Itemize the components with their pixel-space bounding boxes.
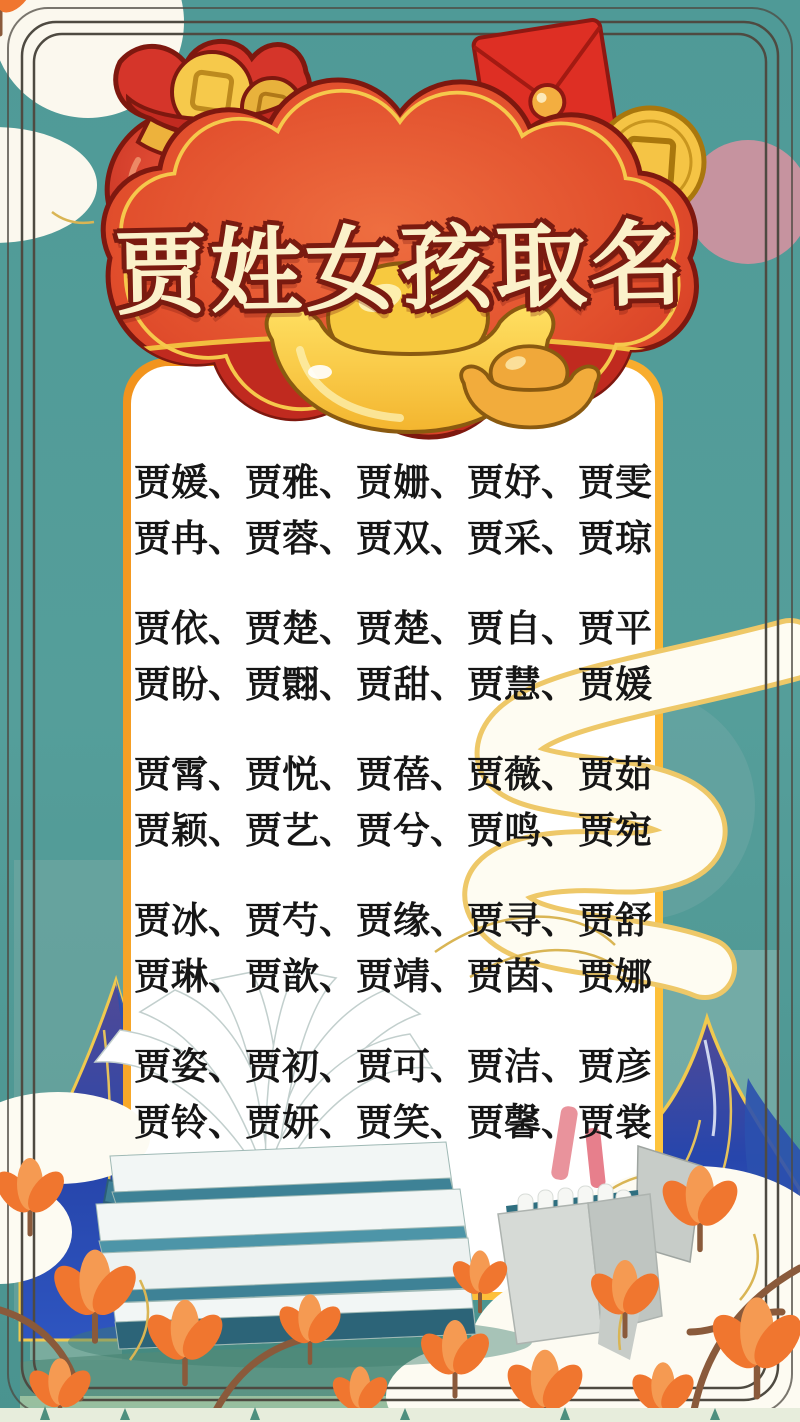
name-line: 贾霄、贾悦、贾蓓、贾薇、贾茹	[134, 754, 652, 795]
name-line: 贾颖、贾艺、贾兮、贾鸣、贾宛	[134, 810, 652, 851]
name-line: 贾媛、贾雅、贾姗、贾妤、贾雯	[134, 462, 652, 503]
name-line: 贾姿、贾初、贾可、贾洁、贾彦	[134, 1046, 652, 1087]
name-list	[131, 455, 655, 1185]
name-group	[131, 893, 655, 1005]
name-group	[131, 747, 655, 859]
name-group	[131, 455, 655, 567]
name-line: 贾冰、贾芍、贾缘、贾寻、贾舒	[134, 900, 652, 941]
name-line: 贾盼、贾翾、贾甜、贾慧、贾媛	[134, 664, 652, 705]
name-group	[131, 1039, 655, 1151]
poster-title: 贾姓女孩取名	[114, 214, 687, 326]
name-line: 贾依、贾楚、贾楚、贾自、贾平	[134, 608, 652, 649]
name-line: 贾冉、贾蓉、贾双、贾采、贾琼	[134, 518, 652, 559]
grass-strip	[0, 1406, 800, 1422]
name-line: 贾铃、贾妍、贾笑、贾馨、贾裳	[134, 1102, 652, 1143]
name-group	[131, 601, 655, 713]
name-line: 贾琳、贾歆、贾靖、贾茵、贾娜	[134, 956, 652, 997]
